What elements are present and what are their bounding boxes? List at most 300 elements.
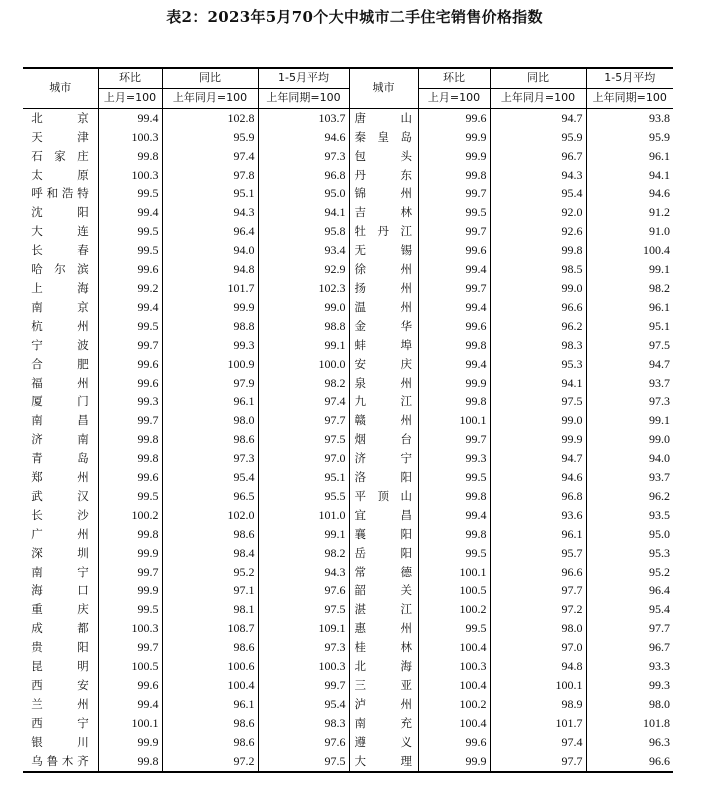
cell-mom-right: 100.1 — [418, 563, 490, 582]
cell-yoy-right: 97.7 — [490, 752, 586, 772]
city-name: 秦皇岛 — [354, 129, 413, 144]
cell-city-left — [23, 752, 98, 772]
cell-mom-right: 100.5 — [418, 581, 490, 600]
cell-city-right — [349, 108, 418, 127]
cell-mom-left: 100.5 — [98, 657, 162, 676]
cell-mom-right: 99.6 — [418, 733, 490, 752]
table-title: 表2：2023年5月70个大中城市二手住宅销售价格指数 — [166, 8, 543, 26]
cell-mom-right: 99.5 — [418, 619, 490, 638]
city-name: 北京 — [31, 110, 90, 125]
cell-avg-left: 97.5 — [258, 600, 349, 619]
cell-yoy-left: 94.8 — [162, 260, 258, 279]
cell-mom-right: 99.6 — [418, 317, 490, 336]
cell-mom-right: 99.7 — [418, 279, 490, 298]
cell-avg-left: 92.9 — [258, 260, 349, 279]
city-name: 三亚 — [354, 678, 413, 692]
cell-avg-right: 96.3 — [649, 734, 670, 749]
city-name: 昆明 — [31, 659, 90, 674]
cell-avg-left: 97.5 — [258, 752, 349, 772]
cell-avg-right: 98.2 — [649, 280, 670, 295]
cell-city-left — [23, 411, 98, 430]
cell-city-right — [349, 638, 418, 657]
table-row — [23, 355, 673, 374]
cell-city-right — [349, 374, 418, 393]
cell-mom-right: 100.3 — [418, 657, 490, 676]
cell-city-left — [23, 714, 98, 733]
cell-city-right — [349, 563, 418, 582]
cell-mom-left: 100.3 — [98, 128, 162, 147]
cell-avg-left: 102.3 — [258, 279, 349, 298]
cell-yoy-left: 95.2 — [162, 563, 258, 582]
cell-yoy-right: 96.6 — [490, 563, 586, 582]
table-row — [23, 184, 673, 203]
cell-avg-left: 99.1 — [258, 525, 349, 544]
table-row — [23, 676, 673, 695]
cell-avg-left: 103.7 — [258, 108, 349, 127]
cell-yoy-right: 98.0 — [490, 619, 586, 638]
cell-city-left — [23, 525, 98, 544]
cell-yoy-left: 97.2 — [162, 752, 258, 772]
cell-yoy-left: 102.0 — [162, 506, 258, 525]
cell-yoy-right: 94.6 — [490, 468, 586, 487]
header-city-right: 城市 — [349, 68, 418, 108]
cell-mom-left: 99.5 — [98, 317, 162, 336]
cell-city-right — [349, 468, 418, 487]
cell-yoy-right: 99.0 — [490, 411, 586, 430]
cell-mom-left: 99.9 — [98, 581, 162, 600]
cell-mom-right: 100.2 — [418, 695, 490, 714]
cell-mom-left: 99.7 — [98, 563, 162, 582]
cell-avg-left: 95.4 — [258, 695, 349, 714]
cell-yoy-left: 97.9 — [162, 374, 258, 393]
city-name: 锦州 — [354, 186, 413, 201]
cell-mom-right: 100.2 — [418, 600, 490, 619]
cell-yoy-left: 97.1 — [162, 581, 258, 600]
cell-city-right — [349, 392, 418, 411]
city-name: 丹东 — [354, 167, 413, 182]
cell-city-right — [349, 733, 418, 752]
cell-avg-left: 93.4 — [258, 241, 349, 260]
table-row — [23, 374, 673, 393]
cell-city-right — [349, 430, 418, 449]
cell-city-left — [23, 374, 98, 393]
cell-yoy-right: 96.2 — [490, 317, 586, 336]
cell-yoy-right: 96.8 — [490, 487, 586, 506]
cell-city-right — [349, 241, 418, 260]
cell-city-right — [349, 581, 418, 600]
cell-avg-left: 100.3 — [258, 657, 349, 676]
cell-mom-left: 99.5 — [98, 487, 162, 506]
cell-yoy-left: 94.0 — [162, 241, 258, 260]
cell-mom-left: 99.5 — [98, 241, 162, 260]
city-name: 泸州 — [354, 696, 413, 711]
cell-yoy-right: 94.7 — [490, 449, 586, 468]
header-mom-left: 环比 — [98, 68, 162, 88]
cell-yoy-right: 96.7 — [490, 147, 586, 166]
city-name: 长春 — [31, 243, 90, 258]
cell-avg-right: 91.0 — [649, 224, 670, 239]
cell-mom-right: 99.3 — [418, 449, 490, 468]
cell-city-left — [23, 147, 98, 166]
cell-city-right — [349, 355, 418, 374]
cell-mom-right: 99.7 — [418, 222, 490, 241]
cell-mom-left: 99.7 — [98, 411, 162, 430]
header-yoy-left: 同比 — [162, 68, 258, 88]
cell-mom-left: 99.6 — [98, 374, 162, 393]
cell-city-right — [349, 336, 418, 355]
cell-yoy-right: 96.6 — [490, 298, 586, 317]
cell-yoy-right: 98.5 — [490, 260, 586, 279]
table-row — [23, 600, 673, 619]
cell-city-right — [349, 487, 418, 506]
cell-city-left — [23, 108, 98, 127]
cell-yoy-left: 98.6 — [162, 430, 258, 449]
cell-city-right — [349, 298, 418, 317]
city-name: 桂林 — [354, 640, 413, 655]
cell-mom-right: 99.7 — [418, 184, 490, 203]
city-name: 石家庄 — [31, 148, 90, 163]
cell-city-right — [349, 222, 418, 241]
cell-yoy-right: 92.0 — [490, 203, 586, 222]
cell-avg-left: 97.6 — [258, 733, 349, 752]
cell-avg-right: 96.1 — [649, 299, 670, 314]
city-name: 南昌 — [31, 413, 90, 428]
city-name: 杭州 — [31, 318, 90, 333]
cell-yoy-left: 98.6 — [162, 525, 258, 544]
cell-city-right — [349, 166, 418, 185]
price-index-table — [23, 67, 673, 773]
cell-mom-right: 100.4 — [418, 714, 490, 733]
cell-mom-left: 100.3 — [98, 619, 162, 638]
cell-avg-left: 95.1 — [258, 468, 349, 487]
cell-yoy-left: 108.7 — [162, 619, 258, 638]
cell-city-left — [23, 468, 98, 487]
cell-avg-right: 94.7 — [649, 356, 670, 371]
table-row — [23, 638, 673, 657]
cell-mom-right: 99.4 — [418, 506, 490, 525]
city-name: 平顶山 — [354, 488, 413, 503]
table-row — [23, 714, 673, 733]
cell-yoy-left: 94.3 — [162, 203, 258, 222]
cell-city-right — [349, 544, 418, 563]
cell-avg-left: 98.2 — [258, 544, 349, 563]
city-name: 长沙 — [31, 507, 90, 522]
cell-avg-left: 97.3 — [258, 147, 349, 166]
cell-avg-right: 93.7 — [649, 375, 670, 390]
cell-city-left — [23, 449, 98, 468]
cell-mom-left: 99.8 — [98, 752, 162, 772]
cell-avg-left: 94.1 — [258, 203, 349, 222]
table-row — [23, 128, 673, 147]
cell-mom-left: 100.2 — [98, 506, 162, 525]
table-row — [23, 430, 673, 449]
city-name: 济南 — [31, 432, 90, 447]
cell-city-right — [349, 657, 418, 676]
cell-avg-left: 99.7 — [258, 676, 349, 695]
table-row — [23, 657, 673, 676]
cell-avg-right: 91.2 — [649, 205, 670, 220]
cell-avg-right: 93.8 — [649, 110, 670, 125]
cell-mom-left: 99.8 — [98, 525, 162, 544]
table-header — [23, 68, 673, 108]
city-name: 南充 — [354, 715, 413, 730]
cell-yoy-left: 96.5 — [162, 487, 258, 506]
header-avg-base-right: 上年同期=100 — [586, 88, 673, 108]
cell-mom-right: 99.8 — [418, 487, 490, 506]
cell-yoy-right: 99.0 — [490, 279, 586, 298]
cell-yoy-left: 98.6 — [162, 733, 258, 752]
table-row — [23, 525, 673, 544]
city-name: 厦门 — [31, 394, 90, 409]
cell-mom-right: 100.1 — [418, 411, 490, 430]
cell-avg-right: 95.3 — [649, 545, 670, 560]
cell-yoy-right: 95.4 — [490, 184, 586, 203]
cell-avg-left: 99.1 — [258, 336, 349, 355]
table-row — [23, 449, 673, 468]
city-name: 海口 — [31, 583, 90, 598]
cell-avg-right: 99.0 — [649, 432, 670, 447]
cell-mom-right: 99.4 — [418, 355, 490, 374]
cell-city-left — [23, 317, 98, 336]
city-name: 泉州 — [354, 375, 413, 390]
city-name: 北海 — [354, 659, 413, 674]
table-row — [23, 411, 673, 430]
cell-avg-right: 93.3 — [649, 659, 670, 674]
table-row — [23, 487, 673, 506]
cell-mom-left: 99.6 — [98, 260, 162, 279]
cell-city-left — [23, 544, 98, 563]
city-name: 贵阳 — [31, 640, 90, 655]
city-name: 赣州 — [354, 413, 413, 428]
cell-mom-left: 99.5 — [98, 600, 162, 619]
city-name: 南京 — [31, 299, 90, 314]
cell-yoy-left: 96.4 — [162, 222, 258, 241]
cell-avg-left: 94.3 — [258, 563, 349, 582]
cell-city-left — [23, 430, 98, 449]
cell-mom-right: 99.5 — [418, 468, 490, 487]
cell-avg-right: 94.0 — [649, 451, 670, 466]
cell-yoy-left: 100.4 — [162, 676, 258, 695]
cell-yoy-left: 97.4 — [162, 147, 258, 166]
cell-yoy-right: 97.7 — [490, 581, 586, 600]
cell-city-right — [349, 317, 418, 336]
city-name: 呼和浩特 — [31, 186, 90, 201]
cell-yoy-left: 95.1 — [162, 184, 258, 203]
header-yoy-base-left: 上年同月=100 — [162, 88, 258, 108]
city-name: 福州 — [31, 375, 90, 390]
cell-mom-right: 99.6 — [418, 108, 490, 127]
cell-avg-left: 98.3 — [258, 714, 349, 733]
table-row — [23, 336, 673, 355]
cell-yoy-right: 94.8 — [490, 657, 586, 676]
cell-city-left — [23, 695, 98, 714]
cell-mom-right: 99.9 — [418, 374, 490, 393]
cell-avg-left: 97.4 — [258, 392, 349, 411]
cell-city-right — [349, 147, 418, 166]
table-row — [23, 279, 673, 298]
cell-yoy-right: 95.7 — [490, 544, 586, 563]
cell-city-left — [23, 203, 98, 222]
city-name: 宁波 — [31, 337, 90, 352]
cell-avg-right: 96.6 — [586, 752, 673, 772]
cell-mom-right: 99.5 — [418, 203, 490, 222]
cell-city-left — [23, 619, 98, 638]
cell-avg-left: 95.5 — [258, 487, 349, 506]
city-name: 郑州 — [31, 470, 90, 485]
cell-yoy-right: 98.9 — [490, 695, 586, 714]
cell-mom-left: 99.2 — [98, 279, 162, 298]
table-row — [23, 563, 673, 582]
cell-yoy-right: 95.3 — [490, 355, 586, 374]
cell-yoy-right: 94.3 — [490, 166, 586, 185]
city-name: 大连 — [31, 224, 90, 239]
cell-city-right — [349, 411, 418, 430]
cell-avg-right: 95.4 — [649, 602, 670, 617]
cell-yoy-left: 95.9 — [162, 128, 258, 147]
table-row — [23, 733, 673, 752]
cell-avg-left: 94.6 — [258, 128, 349, 147]
cell-avg-right: 96.1 — [649, 148, 670, 163]
cell-yoy-right: 101.7 — [490, 714, 586, 733]
cell-avg-left: 95.0 — [258, 184, 349, 203]
cell-mom-right: 99.5 — [418, 544, 490, 563]
table-row — [23, 260, 673, 279]
city-name: 牡丹江 — [354, 224, 413, 239]
cell-avg-right: 95.1 — [649, 318, 670, 333]
cell-yoy-left: 99.9 — [162, 298, 258, 317]
cell-mom-left: 99.6 — [98, 355, 162, 374]
city-name: 扬州 — [354, 280, 413, 295]
cell-city-left — [23, 733, 98, 752]
city-name: 洛阳 — [354, 470, 413, 485]
city-name: 惠州 — [354, 621, 413, 636]
city-name: 遵义 — [354, 734, 413, 749]
cell-mom-left: 99.6 — [98, 468, 162, 487]
cell-avg-right: 97.7 — [649, 621, 670, 636]
cell-city-right — [349, 619, 418, 638]
header-mom-base-right: 上月=100 — [418, 88, 490, 108]
cell-city-left — [23, 128, 98, 147]
cell-avg-right: 99.1 — [649, 262, 670, 277]
cell-avg-right: 93.7 — [649, 470, 670, 485]
cell-avg-right: 98.0 — [649, 696, 670, 711]
cell-city-right — [349, 676, 418, 695]
city-name: 武汉 — [31, 488, 90, 503]
table-row — [23, 147, 673, 166]
cell-yoy-left: 96.1 — [162, 695, 258, 714]
cell-yoy-right: 98.3 — [490, 336, 586, 355]
cell-city-left — [23, 392, 98, 411]
cell-city-left — [23, 279, 98, 298]
city-name: 常德 — [354, 564, 413, 579]
cell-avg-right: 101.8 — [643, 715, 670, 730]
cell-avg-left: 99.0 — [258, 298, 349, 317]
cell-yoy-right: 92.6 — [490, 222, 586, 241]
cell-city-right — [349, 449, 418, 468]
cell-mom-right: 99.9 — [418, 752, 490, 772]
cell-mom-right: 99.4 — [418, 260, 490, 279]
city-name: 重庆 — [31, 602, 90, 617]
cell-city-right — [349, 525, 418, 544]
city-name: 金华 — [354, 318, 413, 333]
cell-mom-right: 100.4 — [418, 676, 490, 695]
cell-city-left — [23, 487, 98, 506]
cell-city-left — [23, 355, 98, 374]
cell-mom-right: 99.9 — [418, 147, 490, 166]
city-name: 襄阳 — [354, 526, 413, 541]
city-name: 吉林 — [354, 205, 413, 220]
cell-mom-left: 99.3 — [98, 392, 162, 411]
cell-avg-left: 98.2 — [258, 374, 349, 393]
cell-city-right — [349, 128, 418, 147]
header-mom-right: 环比 — [418, 68, 490, 88]
cell-city-left — [23, 166, 98, 185]
header-mom-base-left: 上月=100 — [98, 88, 162, 108]
city-name: 湛江 — [354, 602, 413, 617]
table-row — [23, 581, 673, 600]
cell-yoy-left: 100.9 — [162, 355, 258, 374]
city-name: 安庆 — [354, 356, 413, 371]
cell-yoy-left: 98.8 — [162, 317, 258, 336]
cell-avg-right: 97.5 — [649, 337, 670, 352]
cell-avg-right: 97.3 — [649, 394, 670, 409]
cell-avg-right: 96.2 — [649, 488, 670, 503]
header-avg-left: 1-5月平均 — [258, 68, 349, 88]
cell-yoy-left: 97.8 — [162, 166, 258, 185]
cell-mom-left: 99.7 — [98, 336, 162, 355]
table-row — [23, 544, 673, 563]
cell-yoy-right: 96.1 — [490, 525, 586, 544]
table-row — [23, 695, 673, 714]
cell-city-right — [349, 752, 418, 772]
header-yoy-right: 同比 — [490, 68, 586, 88]
cell-city-right — [349, 260, 418, 279]
cell-city-left — [23, 260, 98, 279]
cell-yoy-left: 98.6 — [162, 638, 258, 657]
cell-avg-right: 95.0 — [649, 526, 670, 541]
city-name: 岳阳 — [354, 545, 413, 560]
cell-yoy-left: 98.1 — [162, 600, 258, 619]
table-row — [23, 166, 673, 185]
cell-yoy-right: 99.8 — [490, 241, 586, 260]
city-name: 大理 — [354, 753, 413, 768]
cell-yoy-left: 99.3 — [162, 336, 258, 355]
header-yoy-base-right: 上年同月=100 — [490, 88, 586, 108]
city-name: 包头 — [354, 148, 413, 163]
cell-yoy-left: 95.4 — [162, 468, 258, 487]
cell-mom-right: 99.8 — [418, 336, 490, 355]
cell-yoy-left: 98.6 — [162, 714, 258, 733]
cell-avg-left: 97.6 — [258, 581, 349, 600]
city-name: 徐州 — [354, 262, 413, 277]
cell-yoy-right: 97.4 — [490, 733, 586, 752]
cell-avg-right: 96.7 — [649, 640, 670, 655]
cell-yoy-right: 94.7 — [490, 108, 586, 127]
cell-city-left — [23, 657, 98, 676]
header-avg-right: 1-5月平均 — [586, 68, 673, 88]
city-name: 兰州 — [31, 696, 90, 711]
cell-avg-left: 100.0 — [258, 355, 349, 374]
cell-avg-left: 96.8 — [258, 166, 349, 185]
city-name: 温州 — [354, 299, 413, 314]
cell-city-left — [23, 638, 98, 657]
city-name: 合肥 — [31, 356, 90, 371]
cell-city-left — [23, 600, 98, 619]
cell-city-right — [349, 714, 418, 733]
cell-city-left — [23, 581, 98, 600]
cell-avg-right: 95.2 — [649, 564, 670, 579]
cell-avg-right: 95.9 — [649, 129, 670, 144]
